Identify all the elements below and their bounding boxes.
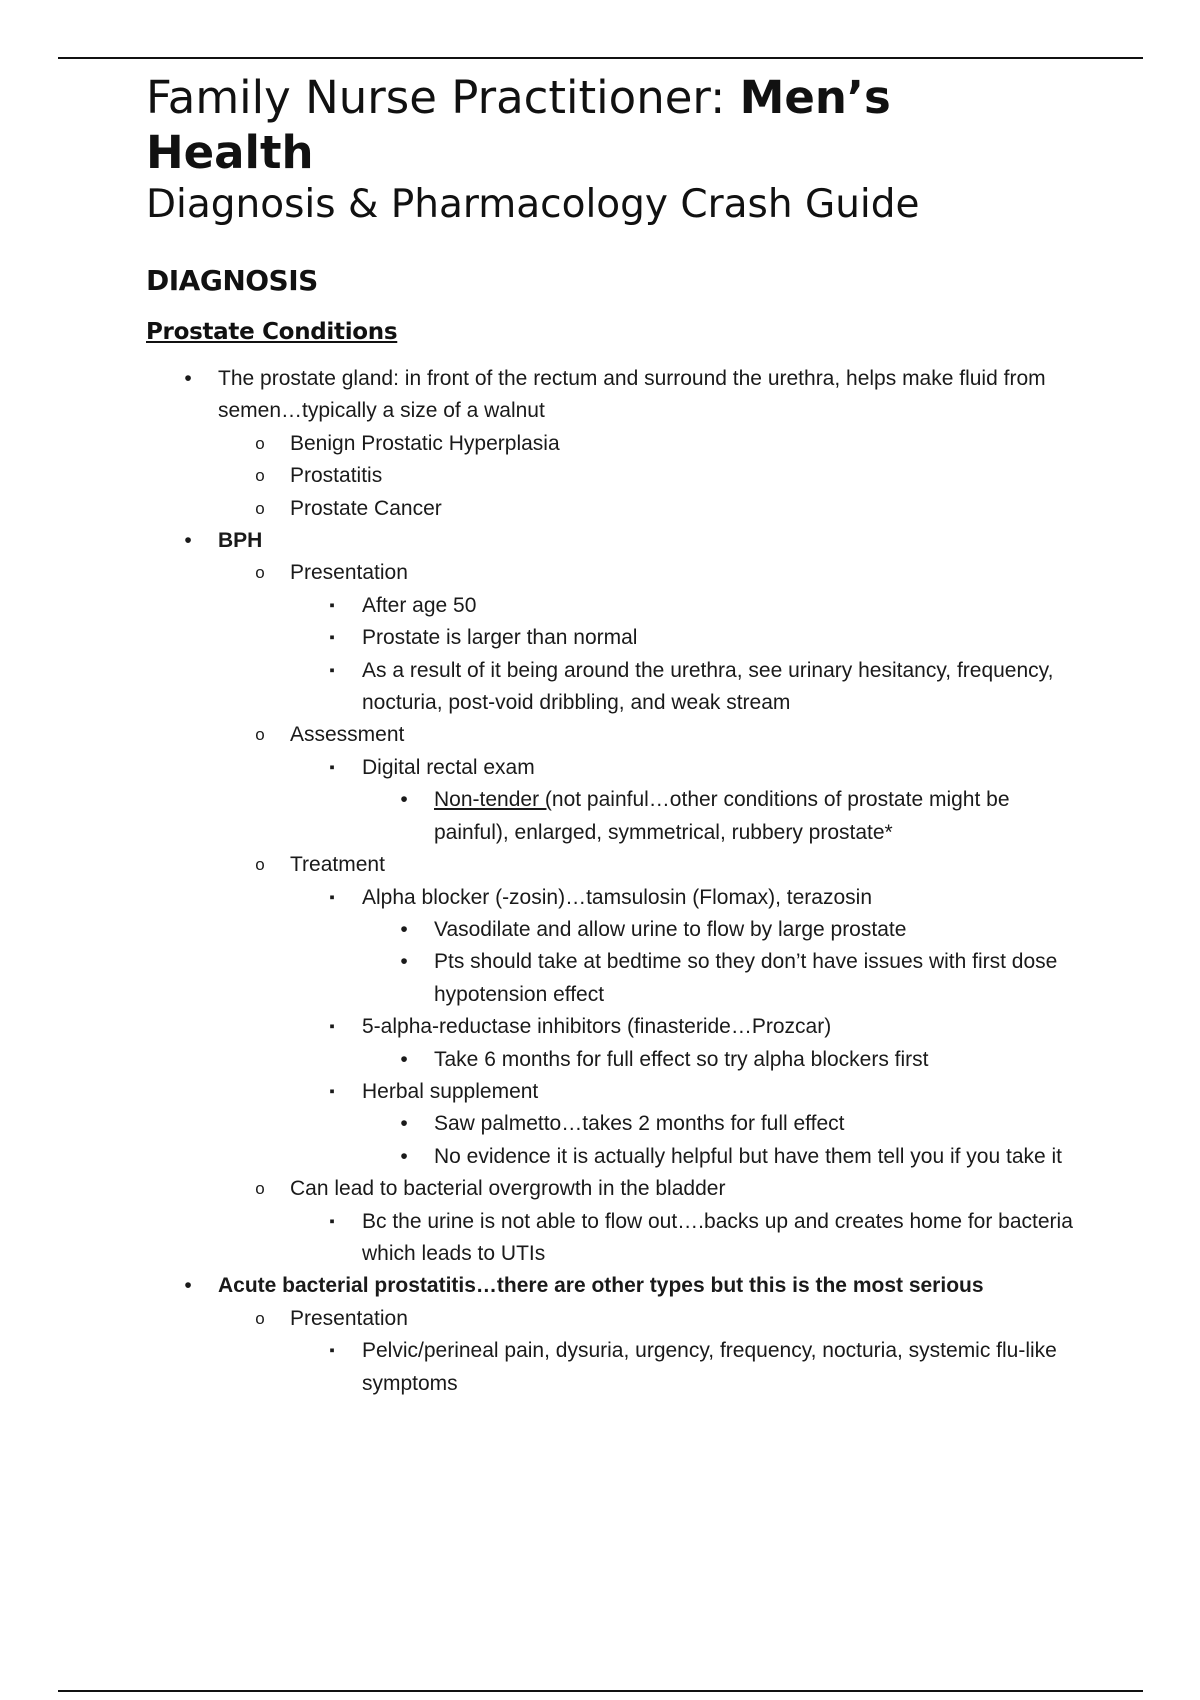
list-item-text: As a result of it being around the urethra, see urinary hesitancy, frequency, nocturia, post-void dribbling, and weak stream <box>362 658 1054 715</box>
sub-list <box>362 914 1086 1011</box>
list-item <box>146 525 1086 1270</box>
list-item-text: Alpha blocker (-zosin)…tamsulosin (Flomax), terazosin <box>362 885 872 909</box>
list-item <box>362 1108 1086 1140</box>
bullet-square-icon: ▪ <box>329 1018 335 1036</box>
document-page <box>146 70 1086 1400</box>
sub-list <box>218 557 1086 1270</box>
page-title-line-2 <box>146 125 1086 180</box>
list-item-text: Pts should take at bedtime so they don’t have issues with first dose hypotension effect <box>434 950 1058 1006</box>
list-item <box>362 1044 1086 1076</box>
list-item-text: No evidence it is actually helpful but have them tell you if you take it <box>434 1144 1063 1168</box>
bullet-circle-icon: o <box>255 466 265 486</box>
list-item-text: 5-alpha-reductase inhibitors (finasteride…Prozcar) <box>362 1015 832 1039</box>
bullet-square-icon: ▪ <box>329 1342 335 1360</box>
list-item-text: Bc the urine is not able to flow out….backs up and creates home for bacteria which leads to UTIs <box>362 1209 1073 1265</box>
list-item-text: Prostatitis <box>290 464 383 488</box>
list-item-text: Assessment <box>290 723 405 747</box>
bullet-disc-icon: • <box>184 529 192 553</box>
list-item <box>146 363 1086 525</box>
bullet-square-icon: ▪ <box>329 758 335 776</box>
list-item-text: not painful…other conditions of prostate might be painful), enlarged, symmetrical, rubbery prostate* <box>434 788 1010 844</box>
list-item-text: Acute bacterial prostatitis…there are other types but this is the most serious <box>218 1274 984 1298</box>
bottom-rule <box>58 1690 1143 1692</box>
list-item <box>218 849 1086 1173</box>
list-item <box>290 655 1086 720</box>
list-item-text: Presentation <box>290 1306 408 1330</box>
list-item <box>218 460 1086 492</box>
title-bold-part-1: Men’s <box>739 71 891 124</box>
outline-list <box>146 363 1086 1400</box>
list-item <box>218 428 1086 460</box>
list-item <box>290 1076 1086 1173</box>
list-item-text: Pelvic/perineal pain, dysuria, urgency, frequency, nocturia, systemic flu-like symptoms <box>362 1339 1057 1395</box>
section-heading-diagnosis: DIAGNOSIS <box>146 264 318 297</box>
list-item-text: Digital rectal exam <box>362 755 535 779</box>
sub-list <box>290 882 1086 1174</box>
list-item-text: Prostate is larger than normal <box>362 626 638 650</box>
list-item-text: Saw palmetto…takes 2 months for full effect <box>434 1112 845 1136</box>
list-item <box>362 1141 1086 1173</box>
list-item <box>218 557 1086 719</box>
bullet-square-icon: ▪ <box>329 888 335 906</box>
top-rule <box>58 57 1143 59</box>
bullet-disc-icon: • <box>400 788 408 812</box>
bullet-disc-icon: • <box>400 1112 408 1136</box>
bullet-disc-icon: • <box>184 1274 192 1298</box>
list-item-text: Take 6 months for full effect so try alpha blockers first <box>434 1047 929 1071</box>
page-subtitle: Diagnosis & Pharmacology Crash Guide <box>146 182 920 227</box>
sub-list <box>290 1206 1086 1271</box>
sub-list <box>290 1335 1086 1400</box>
sub-list <box>362 1044 1086 1076</box>
bullet-disc-icon: • <box>184 367 192 390</box>
list-item <box>290 622 1086 654</box>
list-item <box>362 946 1086 1011</box>
sub-list <box>290 590 1086 720</box>
bullet-square-icon: ▪ <box>329 629 335 647</box>
list-item-text: Herbal supplement <box>362 1079 539 1103</box>
sub-list <box>218 1303 1086 1400</box>
list-item-text: BPH <box>218 529 263 553</box>
title-plain: Family Nurse Practitioner: <box>146 71 740 124</box>
list-item <box>146 1270 1086 1400</box>
sub-list <box>290 752 1086 849</box>
list-item-text: Vasodilate and allow urine to flow by large prostate <box>434 917 907 941</box>
list-item <box>290 752 1086 849</box>
bullet-circle-icon: o <box>255 498 265 518</box>
list-item <box>218 1303 1086 1400</box>
page-title <box>146 70 1086 125</box>
bullet-circle-icon: o <box>255 433 265 453</box>
bullet-circle-icon: o <box>255 563 265 583</box>
sub-list <box>218 428 1086 525</box>
bullet-disc-icon: • <box>400 917 408 941</box>
list-item <box>218 493 1086 525</box>
list-item-text: Benign Prostatic Hyperplasia <box>290 431 560 455</box>
sub-list <box>362 1108 1086 1173</box>
subsection-heading-prostate: Prostate Conditions <box>146 319 398 345</box>
bullet-circle-icon: o <box>255 1179 265 1199</box>
title-bold-part-2: Health <box>146 126 314 179</box>
list-item <box>362 784 1086 849</box>
list-item <box>362 914 1086 946</box>
list-item <box>290 882 1086 1012</box>
list-item-text: Treatment <box>290 853 385 877</box>
list-item-text: After age 50 <box>362 593 477 617</box>
bullet-square-icon: ▪ <box>329 1082 335 1100</box>
bullet-square-icon: ▪ <box>329 661 335 679</box>
bullet-disc-icon: • <box>400 950 408 974</box>
bullet-square-icon: ▪ <box>329 596 335 614</box>
sub-list <box>362 784 1086 849</box>
list-item <box>218 1173 1086 1270</box>
bullet-circle-icon: o <box>255 725 265 745</box>
list-item-text: Can lead to bacterial overgrowth in the bladder <box>290 1177 726 1201</box>
list-item-text: The prostate gland: in front of the rectum and surround the urethra, helps make fluid from semen…typically a size of a walnut <box>218 367 1046 423</box>
bullet-disc-icon: • <box>400 1047 408 1071</box>
list-item-text-underlined: Non-tender ( <box>434 788 552 812</box>
bullet-circle-icon: o <box>255 855 265 875</box>
list-item-text: Presentation <box>290 561 408 585</box>
list-item <box>290 1011 1086 1076</box>
bullet-disc-icon: • <box>400 1144 408 1168</box>
list-item <box>290 590 1086 622</box>
list-item-text: Prostate Cancer <box>290 496 442 520</box>
list-item <box>290 1335 1086 1400</box>
list-item <box>218 719 1086 849</box>
bullet-circle-icon: o <box>255 1308 265 1328</box>
bullet-square-icon: ▪ <box>329 1212 335 1230</box>
list-item <box>290 1206 1086 1271</box>
